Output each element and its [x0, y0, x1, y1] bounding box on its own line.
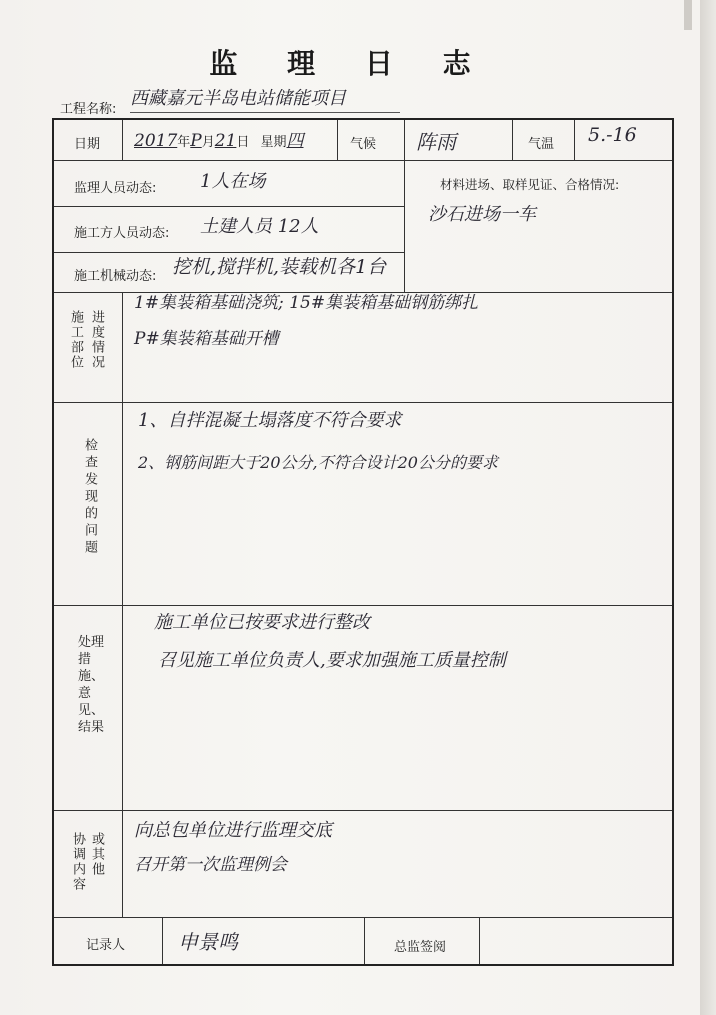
weather-value: 阵雨 — [416, 130, 456, 154]
col-divider — [479, 917, 480, 964]
month-unit: 月 — [201, 135, 215, 150]
row-divider — [54, 206, 404, 207]
day-unit: 日 — [236, 135, 250, 150]
col-divider — [364, 917, 365, 964]
inspection-line-1: 1、自拌混凝土塌落度不符合要求 — [138, 410, 402, 431]
date-day: 21 — [214, 131, 237, 151]
materials-label: 材料进场、取样见证、合格情况: — [440, 177, 620, 192]
project-label: 工程名称: — [60, 102, 117, 117]
col-divider — [162, 917, 163, 964]
machinery-value: 挖机,搅拌机,装载机各1台 — [172, 256, 387, 278]
temperature-label: 气温 — [528, 137, 555, 152]
page-corner — [684, 0, 692, 30]
row-divider — [54, 160, 672, 161]
project-name: 西藏嘉元半岛电站储能项目 — [130, 86, 400, 113]
weather-label: 气候 — [350, 137, 377, 152]
handling-line-2: 召见施工单位负责人,要求加强施工质量控制 — [158, 650, 506, 671]
date-field — [134, 126, 304, 151]
chief-label: 总监签阅 — [394, 940, 447, 955]
col-divider — [512, 120, 513, 160]
col-divider — [337, 120, 338, 160]
coordination-line-2: 召开第一次监理例会 — [134, 855, 287, 875]
week-label: 星期 — [260, 135, 287, 150]
progress-label-col2: 进度情况 — [89, 310, 104, 370]
date-month: P — [190, 131, 202, 151]
handling-line-1: 施工单位已按要求进行整改 — [154, 612, 370, 633]
date-year: 2017 — [134, 131, 178, 151]
row-divider — [54, 810, 672, 811]
progress-line-1: 1#集装箱基础浇筑; 15#集装箱基础钢筋绑扎 — [134, 293, 479, 313]
page-title: 监 理 日 志 — [209, 47, 491, 80]
supervisor-label: 监理人员动态: — [74, 181, 157, 196]
supervisor-value: 1人在场 — [200, 171, 266, 192]
week-value: 四 — [286, 131, 304, 151]
constructor-value: 土建人员 12人 — [200, 216, 319, 237]
temperature-value: 5.-16 — [588, 124, 637, 146]
progress-label-col1: 施工部位 — [68, 310, 83, 370]
row-divider — [54, 402, 672, 403]
log-table — [52, 118, 674, 966]
constructor-label: 施工方人员动态: — [74, 226, 170, 241]
row-divider — [54, 605, 672, 606]
materials-value: 沙石进场一车 — [428, 204, 536, 225]
coordination-line-1: 向总包单位进行监理交底 — [134, 820, 332, 841]
page-edge — [700, 0, 716, 1015]
progress-line-2: P#集装箱基础开槽 — [134, 329, 279, 349]
col-divider — [122, 120, 123, 160]
row-divider — [54, 917, 672, 918]
col-divider — [404, 120, 405, 292]
recorder-label: 记录人 — [86, 938, 126, 953]
handling-label: 处理措施、意见、结果 — [78, 635, 105, 735]
coordination-label-col1: 协调内容 — [70, 832, 85, 892]
recorder-signature: 申景鸣 — [178, 930, 238, 954]
date-label: 日期 — [74, 137, 101, 152]
col-divider — [122, 292, 123, 917]
machinery-label: 施工机械动态: — [74, 269, 157, 284]
col-divider — [574, 120, 575, 160]
inspection-line-2: 2、钢筋间距大于20公分,不符合设计20公分的要求 — [138, 453, 498, 472]
year-unit: 年 — [177, 135, 191, 150]
coordination-label-col2: 或其他 — [89, 832, 104, 877]
coordination-label — [68, 832, 106, 912]
inspection-label: 检查发现的问题 — [82, 438, 97, 557]
progress-label — [66, 310, 106, 400]
